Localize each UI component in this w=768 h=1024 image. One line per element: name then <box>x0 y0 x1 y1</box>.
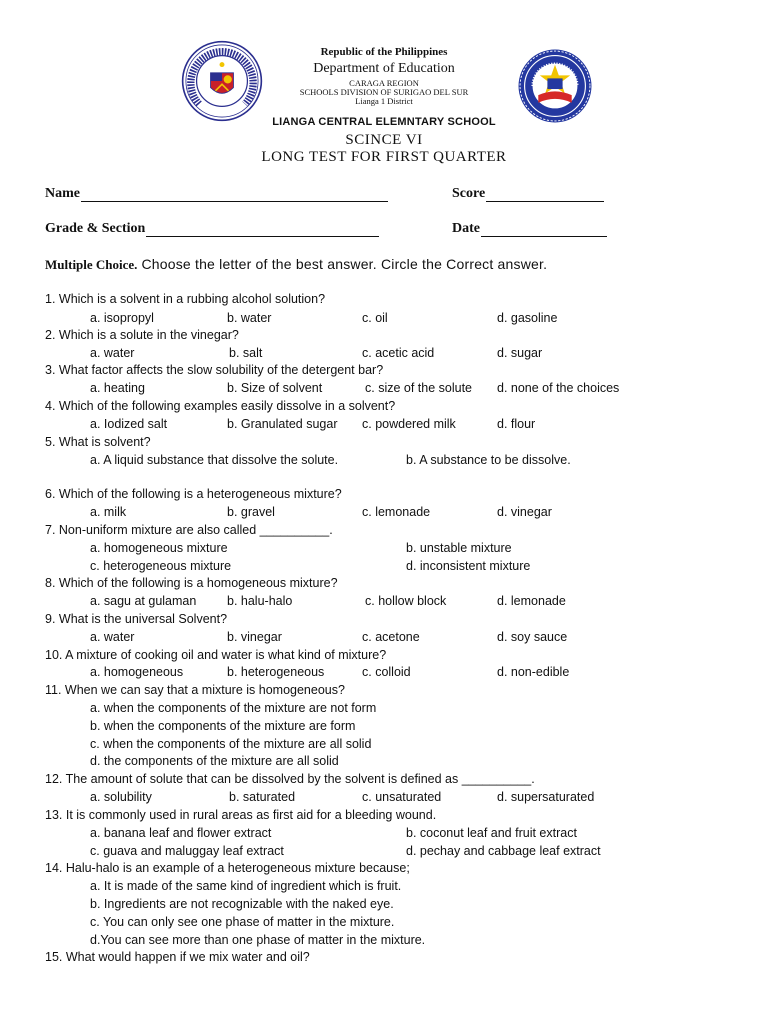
score-blank[interactable] <box>486 187 604 202</box>
subject-title: SCINCE VI <box>345 132 423 148</box>
question-5: 5. What is solvent? <box>45 435 151 449</box>
q6-option-a[interactable]: a. milk <box>90 505 127 519</box>
q13-option-b[interactable]: b. coconut leaf and fruit extract <box>406 826 577 840</box>
q12-option-b[interactable]: b. saturated <box>229 790 296 804</box>
question-6: 6. Which of the following is a heterogeneous mixture? <box>45 487 342 501</box>
q5-option-a[interactable]: a. A liquid substance that dissolve the solute. <box>90 453 339 467</box>
division-line: SCHOOLS DIVISION OF SURIGAO DEL SUR <box>299 87 469 97</box>
test-title: LONG TEST FOR FIRST QUARTER <box>261 149 507 165</box>
question-10: 10. A mixture of cooking oil and water is what kind of mixture? <box>45 648 387 662</box>
score-field[interactable] <box>452 186 604 202</box>
q4-option-d[interactable]: d. flour <box>497 417 536 431</box>
q4-option-c[interactable]: c. powdered milk <box>362 417 456 431</box>
q14-option-c[interactable]: c. You can only see one phase of matter in the mixture. <box>90 915 395 929</box>
q7-option-a[interactable]: a. homogeneous mixture <box>90 541 228 555</box>
q2-option-b[interactable]: b. salt <box>229 346 263 360</box>
name-field[interactable] <box>45 186 388 202</box>
q6-option-b[interactable]: b. gravel <box>227 505 275 519</box>
q8-option-a[interactable]: a. sagu at gulaman <box>90 594 197 608</box>
grade-section-blank[interactable] <box>146 222 379 237</box>
q13-option-d[interactable]: d. pechay and cabbage leaf extract <box>406 844 601 858</box>
q12-option-c[interactable]: c. unsaturated <box>362 790 442 804</box>
department-line: Department of Education <box>313 61 455 76</box>
question-12: 12. The amount of solute that can be dissolved by the solvent is defined as __________. <box>45 772 535 786</box>
school-name: LIANGA CENTRAL ELEMNTARY SCHOOL <box>272 116 496 128</box>
q13-option-a[interactable]: a. banana leaf and flower extract <box>90 826 272 840</box>
q7-option-d[interactable]: d. inconsistent mixture <box>406 559 531 573</box>
q1-option-d[interactable]: d. gasoline <box>497 311 558 325</box>
q14-option-d[interactable]: d.You can see more than one phase of matter in the mixture. <box>90 933 426 947</box>
republic-line: Republic of the Philippines <box>320 46 448 58</box>
q3-option-a[interactable]: a. heating <box>90 381 145 395</box>
q1-option-c[interactable]: c. oil <box>362 311 388 325</box>
name-blank[interactable] <box>81 187 388 202</box>
question-7: 7. Non-uniform mixture are also called __________. <box>45 523 333 537</box>
question-15: 15. What would happen if we mix water and oil? <box>45 950 310 964</box>
q2-option-d[interactable]: d. sugar <box>497 346 543 360</box>
q3-option-c[interactable]: c. size of the solute <box>365 381 473 395</box>
q14-option-b[interactable]: b. Ingredients are not recognizable with the naked eye. <box>90 897 394 911</box>
instructions <box>45 256 547 274</box>
q5-option-b[interactable]: b. A substance to be dissolve. <box>406 453 571 467</box>
q11-option-c[interactable]: c. when the components of the mixture are all solid <box>90 737 372 751</box>
district-line: Lianga 1 District <box>355 96 413 106</box>
grade-section-label: Grade & Section <box>45 221 146 236</box>
question-3: 3. What factor affects the slow solubility of the detergent bar? <box>45 363 384 377</box>
question-14: 14. Halu-halo is an example of a heterogeneous mixture because; <box>45 861 410 875</box>
q13-option-c[interactable]: c. guava and maluggay leaf extract <box>90 844 284 858</box>
question-8: 8. Which of the following is a homogeneous mixture? <box>45 576 338 590</box>
q9-option-a[interactable]: a. water <box>90 630 135 644</box>
q12-option-a[interactable]: a. solubility <box>90 790 152 804</box>
question-11: 11. When we can say that a mixture is homogeneous? <box>45 683 345 697</box>
question-13: 13. It is commonly used in rural areas as first aid for a bleeding wound. <box>45 808 437 822</box>
q14-option-a[interactable]: a. It is made of the same kind of ingredient which is fruit. <box>90 879 402 893</box>
q11-option-b[interactable]: b. when the components of the mixture are form <box>90 719 356 733</box>
q4-option-b[interactable]: b. Granulated sugar <box>227 417 338 431</box>
date-blank[interactable] <box>481 222 607 237</box>
q6-option-c[interactable]: c. lemonade <box>362 505 431 519</box>
q12-option-d[interactable]: d. supersaturated <box>497 790 595 804</box>
question-9: 9. What is the universal Solvent? <box>45 612 228 626</box>
question-2: 2. Which is a solute in the vinegar? <box>45 328 239 342</box>
q9-option-b[interactable]: b. vinegar <box>227 630 282 644</box>
q3-option-b[interactable]: b. Size of solvent <box>227 381 323 395</box>
score-label: Score <box>452 186 486 201</box>
q6-option-d[interactable]: d. vinegar <box>497 505 552 519</box>
q4-option-a[interactable]: a. Iodized salt <box>90 417 168 431</box>
q10-option-b[interactable]: b. heterogeneous <box>227 665 325 679</box>
q9-option-d[interactable]: d. soy sauce <box>497 630 568 644</box>
q3-option-d[interactable]: d. none of the choices <box>497 381 620 395</box>
question-1: 1. Which is a solvent in a rubbing alcohol solution? <box>45 292 326 306</box>
q2-option-a[interactable]: a. water <box>90 346 135 360</box>
q10-option-a[interactable]: a. homogeneous <box>90 665 184 679</box>
q7-option-c[interactable]: c. heterogeneous mixture <box>90 559 232 573</box>
name-label: Name <box>45 186 80 201</box>
instructions-text: Choose the letter of the best answer. Circle the Correct answer. <box>141 256 548 272</box>
q10-option-c[interactable]: c. colloid <box>362 665 411 679</box>
question-4: 4. Which of the following examples easily dissolve in a solvent? <box>45 399 396 413</box>
q8-option-c[interactable]: c. hollow block <box>365 594 447 608</box>
date-label: Date <box>452 221 480 236</box>
q1-option-b[interactable]: b. water <box>227 311 272 325</box>
region-line: CARAGA REGION <box>349 78 419 88</box>
q7-option-b[interactable]: b. unstable mixture <box>406 541 512 555</box>
q10-option-d[interactable]: d. non-edible <box>497 665 570 679</box>
instructions-label: Multiple Choice. <box>45 257 138 272</box>
q2-option-c[interactable]: c. acetic acid <box>362 346 435 360</box>
grade-section-field[interactable] <box>45 221 379 237</box>
q9-option-c[interactable]: c. acetone <box>362 630 420 644</box>
date-field[interactable] <box>452 221 607 237</box>
q11-option-a[interactable]: a. when the components of the mixture are not form <box>90 701 377 715</box>
q1-option-a[interactable]: a. isopropyl <box>90 311 154 325</box>
q8-option-b[interactable]: b. halu-halo <box>227 594 293 608</box>
q11-option-d[interactable]: d. the components of the mixture are all solid <box>90 754 339 768</box>
q8-option-d[interactable]: d. lemonade <box>497 594 566 608</box>
